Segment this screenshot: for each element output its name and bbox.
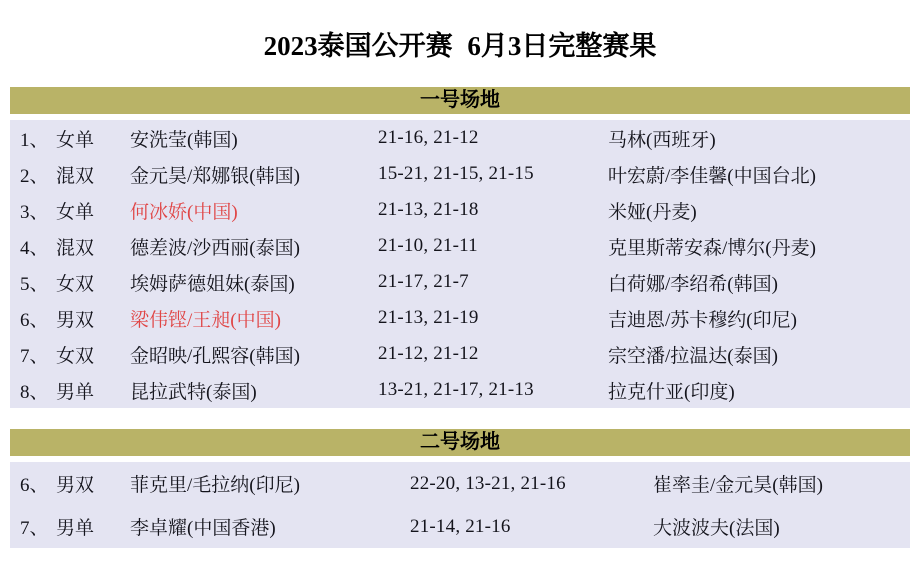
match-number: 6、: [20, 309, 49, 331]
match-row: [10, 264, 910, 300]
match-number: 1、: [20, 129, 49, 151]
winner-name: 李卓耀(中国香港): [130, 518, 276, 539]
match-number: 6、: [20, 475, 49, 496]
match-row: [10, 336, 910, 372]
results-content: [10, 87, 910, 548]
match-number: 8、: [20, 381, 49, 403]
match-score: 21-17, 21-7: [378, 271, 469, 292]
court-1-section: [10, 87, 910, 408]
winner-name: 德差波/沙西丽(泰国): [130, 237, 300, 259]
match-category: 混双: [56, 165, 95, 187]
match-category: 男双: [56, 475, 95, 496]
winner-name: 菲克里/毛拉纳(印尼): [130, 475, 300, 496]
match-category: 女单: [56, 201, 95, 223]
winner-name: 金昭映/孔熙容(韩国): [130, 345, 300, 367]
match-score: 21-14, 21-16: [410, 515, 511, 537]
match-score: 21-13, 21-18: [378, 199, 479, 220]
match-row: [10, 192, 910, 228]
match-row: [10, 156, 910, 192]
match-score: 15-21, 21-15, 21-15: [378, 163, 534, 184]
loser-name: 拉克什亚(印度): [608, 381, 735, 403]
match-score: 21-12, 21-12: [378, 343, 479, 364]
match-category: 女单: [56, 129, 95, 151]
match-row: [10, 300, 910, 336]
court-2-header: 二号场地: [10, 429, 910, 456]
match-number: 7、: [20, 345, 49, 367]
match-number: 5、: [20, 273, 49, 295]
loser-name: 崔率圭/金元昊(韩国): [653, 475, 823, 496]
court-1-header: 一号场地: [10, 87, 910, 114]
match-number: 4、: [20, 237, 49, 259]
winner-name: 埃姆萨德姐妹(泰国): [130, 273, 295, 295]
match-category: 男单: [56, 381, 95, 403]
loser-name: 叶宏蔚/李佳馨(中国台北): [608, 165, 816, 187]
match-category: 男单: [56, 518, 95, 539]
match-category: 男双: [56, 309, 95, 331]
winner-name: 昆拉武特(泰国): [130, 381, 257, 403]
match-score: 13-21, 21-17, 21-13: [378, 379, 534, 400]
loser-name: 马林(西班牙): [608, 129, 716, 151]
match-category: 女双: [56, 273, 95, 295]
match-row: [10, 372, 910, 408]
match-score: 21-16, 21-12: [378, 127, 479, 148]
match-score: 21-13, 21-19: [378, 307, 479, 328]
loser-name: 宗空潘/拉温达(泰国): [608, 345, 778, 367]
match-row: [10, 120, 910, 156]
page-title: 2023泰国公开赛 6月3日完整赛果: [263, 31, 657, 61]
winner-name: 安洗莹(韩国): [130, 129, 238, 151]
loser-name: 吉迪恩/苏卡穆约(印尼): [608, 309, 797, 331]
court-2-body: [10, 462, 910, 548]
match-row: [10, 505, 910, 548]
loser-name: 大波波夫(法国): [653, 518, 780, 539]
winner-name: 何冰娇(中国): [130, 201, 238, 223]
match-number: 2、: [20, 165, 49, 187]
court-2-section: [10, 429, 910, 548]
winner-name: 金元昊/郑娜银(韩国): [130, 165, 300, 187]
match-row: [10, 228, 910, 264]
match-score: 22-20, 13-21, 21-16: [410, 472, 566, 494]
match-category: 女双: [56, 345, 95, 367]
court-1-body: [10, 120, 910, 408]
loser-name: 克里斯蒂安森/博尔(丹麦): [608, 237, 816, 259]
loser-name: 米娅(丹麦): [608, 201, 697, 223]
loser-name: 白荷娜/李绍希(韩国): [608, 273, 778, 295]
match-score: 21-10, 21-11: [378, 235, 478, 256]
match-row: [10, 462, 910, 505]
match-number: 7、: [20, 518, 49, 539]
winner-name: 梁伟铿/王昶(中国): [130, 309, 281, 331]
match-category: 混双: [56, 237, 95, 259]
match-number: 3、: [20, 201, 49, 223]
